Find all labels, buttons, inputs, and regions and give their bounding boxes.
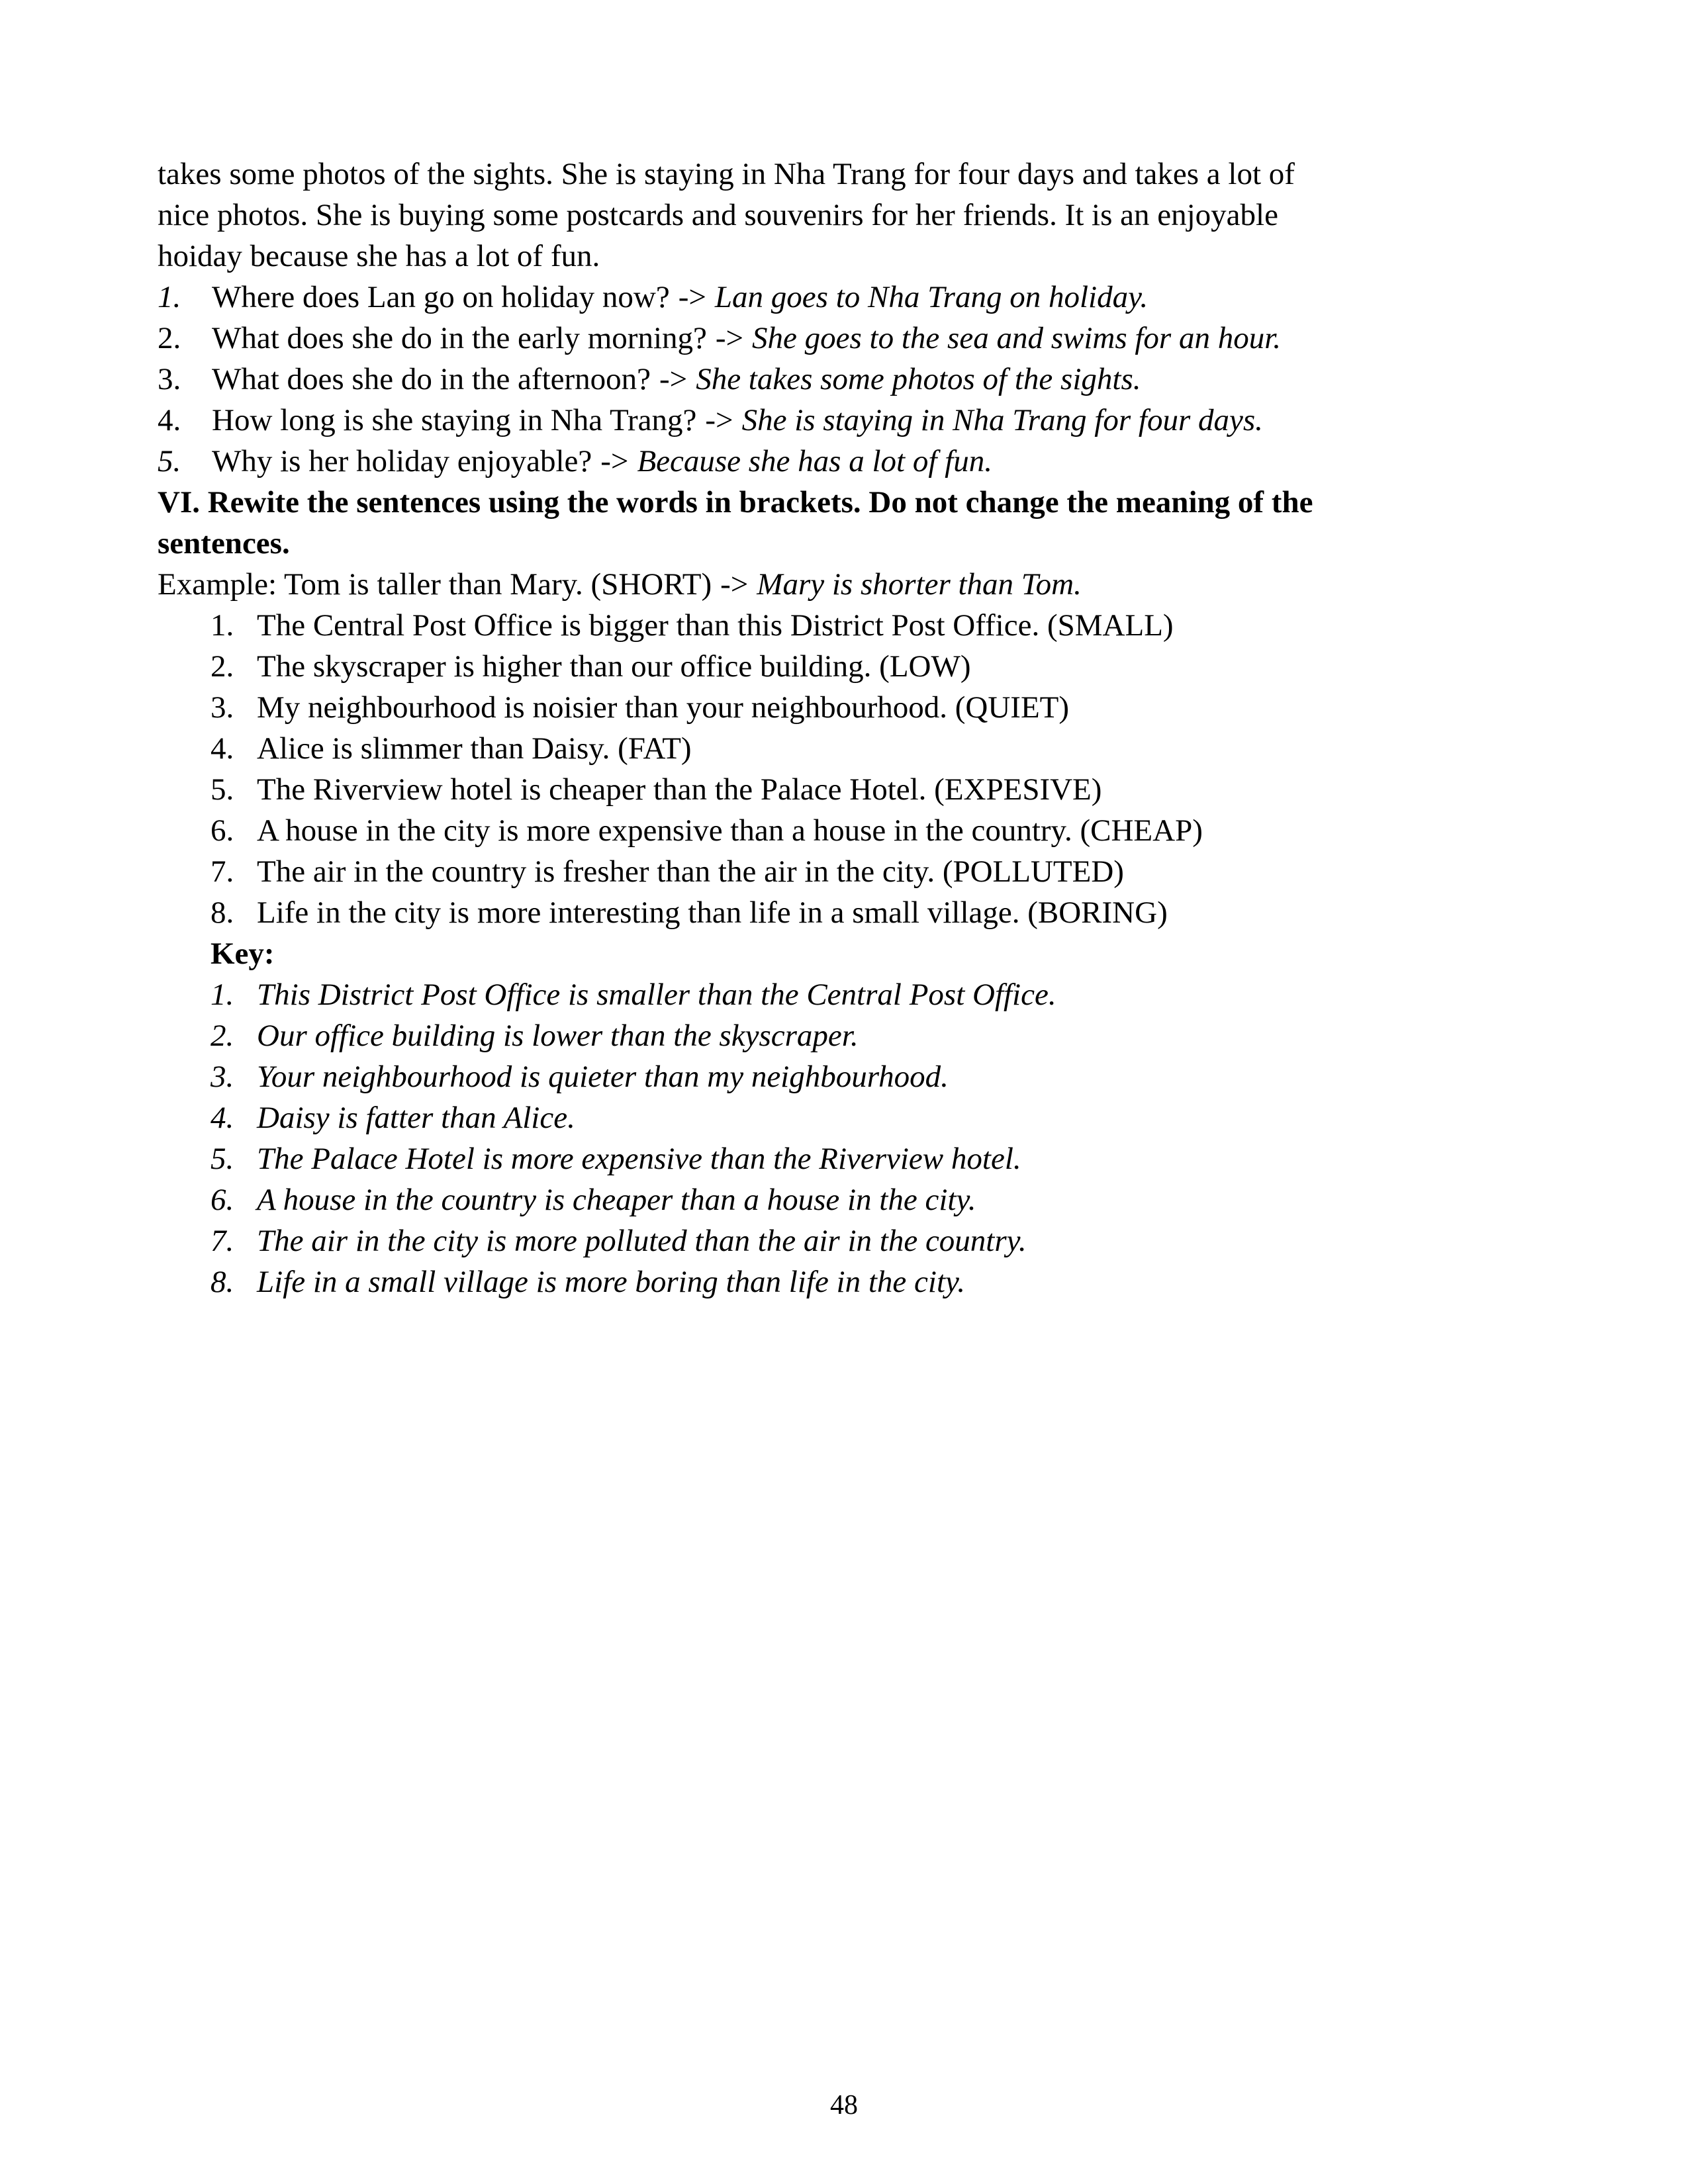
key-text: Daisy is fatter than Alice. bbox=[257, 1101, 575, 1135]
qa-answer: She is staying in Nha Trang for four days. bbox=[741, 403, 1263, 437]
key-item bbox=[211, 974, 1541, 1015]
key-text: The air in the city is more polluted than the air in the country. bbox=[257, 1224, 1027, 1258]
key-number: 4. bbox=[211, 1101, 234, 1135]
qa-arrow: -> bbox=[659, 362, 688, 396]
key-number: 5. bbox=[211, 1142, 234, 1176]
key-number: 3. bbox=[211, 1060, 234, 1094]
page-number: 48 bbox=[830, 2090, 858, 2120]
section-heading-line: sentences. bbox=[158, 526, 290, 561]
exercise-number: 2. bbox=[211, 649, 234, 684]
qa-arrow: -> bbox=[600, 444, 629, 478]
qa-number: 4. bbox=[158, 403, 181, 437]
exercise-item bbox=[211, 646, 1541, 687]
key-item bbox=[211, 1056, 1541, 1097]
key-item bbox=[211, 1138, 1541, 1179]
qa-question: What does she do in the afternoon? bbox=[212, 362, 651, 396]
qa-item bbox=[158, 441, 1541, 482]
key-label: Key: bbox=[211, 936, 275, 971]
qa-answer: She goes to the sea and swims for an hour. bbox=[752, 321, 1282, 355]
paragraph bbox=[158, 154, 1541, 277]
paragraph-line: nice photos. She is buying some postcards and souvenirs for her friends. It is an enjoyable bbox=[158, 198, 1278, 232]
exercise-item bbox=[211, 605, 1541, 646]
qa-answer: Lan goes to Nha Trang on holiday. bbox=[714, 280, 1149, 314]
exercise-text: Life in the city is more interesting than life in a small village. (BORING) bbox=[257, 895, 1168, 930]
qa-number: 5. bbox=[158, 444, 181, 478]
qa-answer: Because she has a lot of fun. bbox=[637, 444, 992, 478]
qa-number: 2. bbox=[158, 321, 181, 355]
key-number: 2. bbox=[211, 1019, 234, 1053]
example-answer: Mary is shorter than Tom. bbox=[757, 567, 1082, 602]
qa-item bbox=[158, 400, 1541, 441]
exercise-number: 6. bbox=[211, 813, 234, 848]
qa-arrow: -> bbox=[705, 403, 733, 437]
qa-number: 3. bbox=[158, 362, 181, 396]
paragraph-line: takes some photos of the sights. She is staying in Nha Trang for four days and takes a lot of bbox=[158, 157, 1295, 191]
key-number: 1. bbox=[211, 978, 234, 1012]
exercise-number: 3. bbox=[211, 690, 234, 725]
qa-arrow: -> bbox=[678, 280, 706, 314]
key-item bbox=[211, 1179, 1541, 1220]
exercise-number: 8. bbox=[211, 895, 234, 930]
qa-item bbox=[158, 359, 1541, 400]
key-text: A house in the country is cheaper than a house in the city. bbox=[257, 1183, 976, 1217]
key-item bbox=[211, 1261, 1541, 1302]
key-number: 8. bbox=[211, 1265, 234, 1299]
qa-question: Why is her holiday enjoyable? bbox=[212, 444, 592, 478]
qa-question: Where does Lan go on holiday now? bbox=[212, 280, 670, 314]
qa-item bbox=[158, 318, 1541, 359]
qa-number: 1. bbox=[158, 280, 181, 314]
key-text: This District Post Office is smaller than the Central Post Office. bbox=[257, 978, 1056, 1012]
exercise-item bbox=[211, 851, 1541, 892]
key-number: 7. bbox=[211, 1224, 234, 1258]
exercise-number: 7. bbox=[211, 854, 234, 889]
section-heading bbox=[158, 482, 1541, 564]
key-item bbox=[211, 1220, 1541, 1261]
exercise-item bbox=[211, 687, 1541, 728]
qa-question: How long is she staying in Nha Trang? bbox=[212, 403, 697, 437]
exercise-text: The Riverview hotel is cheaper than the Palace Hotel. (EXPESIVE) bbox=[257, 772, 1102, 807]
key-text: Our office building is lower than the skyscraper. bbox=[257, 1019, 859, 1053]
exercise-number: 5. bbox=[211, 772, 234, 807]
example-arrow: -> bbox=[720, 567, 749, 602]
qa-list bbox=[158, 277, 1541, 482]
exercise-item bbox=[211, 810, 1541, 851]
key-item bbox=[211, 1015, 1541, 1056]
key-text: Life in a small village is more boring than life in the city. bbox=[257, 1265, 966, 1299]
qa-answer: She takes some photos of the sights. bbox=[696, 362, 1141, 396]
exercise-item bbox=[211, 892, 1541, 933]
key-text: The Palace Hotel is more expensive than the Riverview hotel. bbox=[257, 1142, 1021, 1176]
qa-question: What does she do in the early morning? bbox=[212, 321, 707, 355]
exercise-text: The air in the country is fresher than the air in the city. (POLLUTED) bbox=[257, 854, 1124, 889]
page-content bbox=[158, 154, 1541, 1302]
exercise-text: Alice is slimmer than Daisy. (FAT) bbox=[257, 731, 692, 766]
key-list bbox=[158, 974, 1541, 1302]
qa-item bbox=[158, 277, 1541, 318]
exercise-text: A house in the city is more expensive than a house in the country. (CHEAP) bbox=[257, 813, 1203, 848]
key-number: 6. bbox=[211, 1183, 234, 1217]
exercise-item bbox=[211, 769, 1541, 810]
exercise-item bbox=[211, 728, 1541, 769]
section-heading-line: VI. Rewite the sentences using the words in brackets. Do not change the meaning of the bbox=[158, 485, 1313, 520]
example-prefix: Example: Tom is taller than Mary. (SHORT) bbox=[158, 567, 712, 602]
exercise-text: The skyscraper is higher than our office building. (LOW) bbox=[257, 649, 971, 684]
exercise-list bbox=[158, 605, 1541, 933]
key-text: Your neighbourhood is quieter than my neighbourhood. bbox=[257, 1060, 949, 1094]
exercise-number: 4. bbox=[211, 731, 234, 766]
exercise-text: My neighbourhood is noisier than your neighbourhood. (QUIET) bbox=[257, 690, 1070, 725]
example-line bbox=[158, 564, 1541, 605]
key-item bbox=[211, 1097, 1541, 1138]
exercise-number: 1. bbox=[211, 608, 234, 643]
qa-arrow: -> bbox=[715, 321, 744, 355]
paragraph-line: hoiday because she has a lot of fun. bbox=[158, 239, 600, 273]
exercise-text: The Central Post Office is bigger than this District Post Office. (SMALL) bbox=[257, 608, 1174, 643]
